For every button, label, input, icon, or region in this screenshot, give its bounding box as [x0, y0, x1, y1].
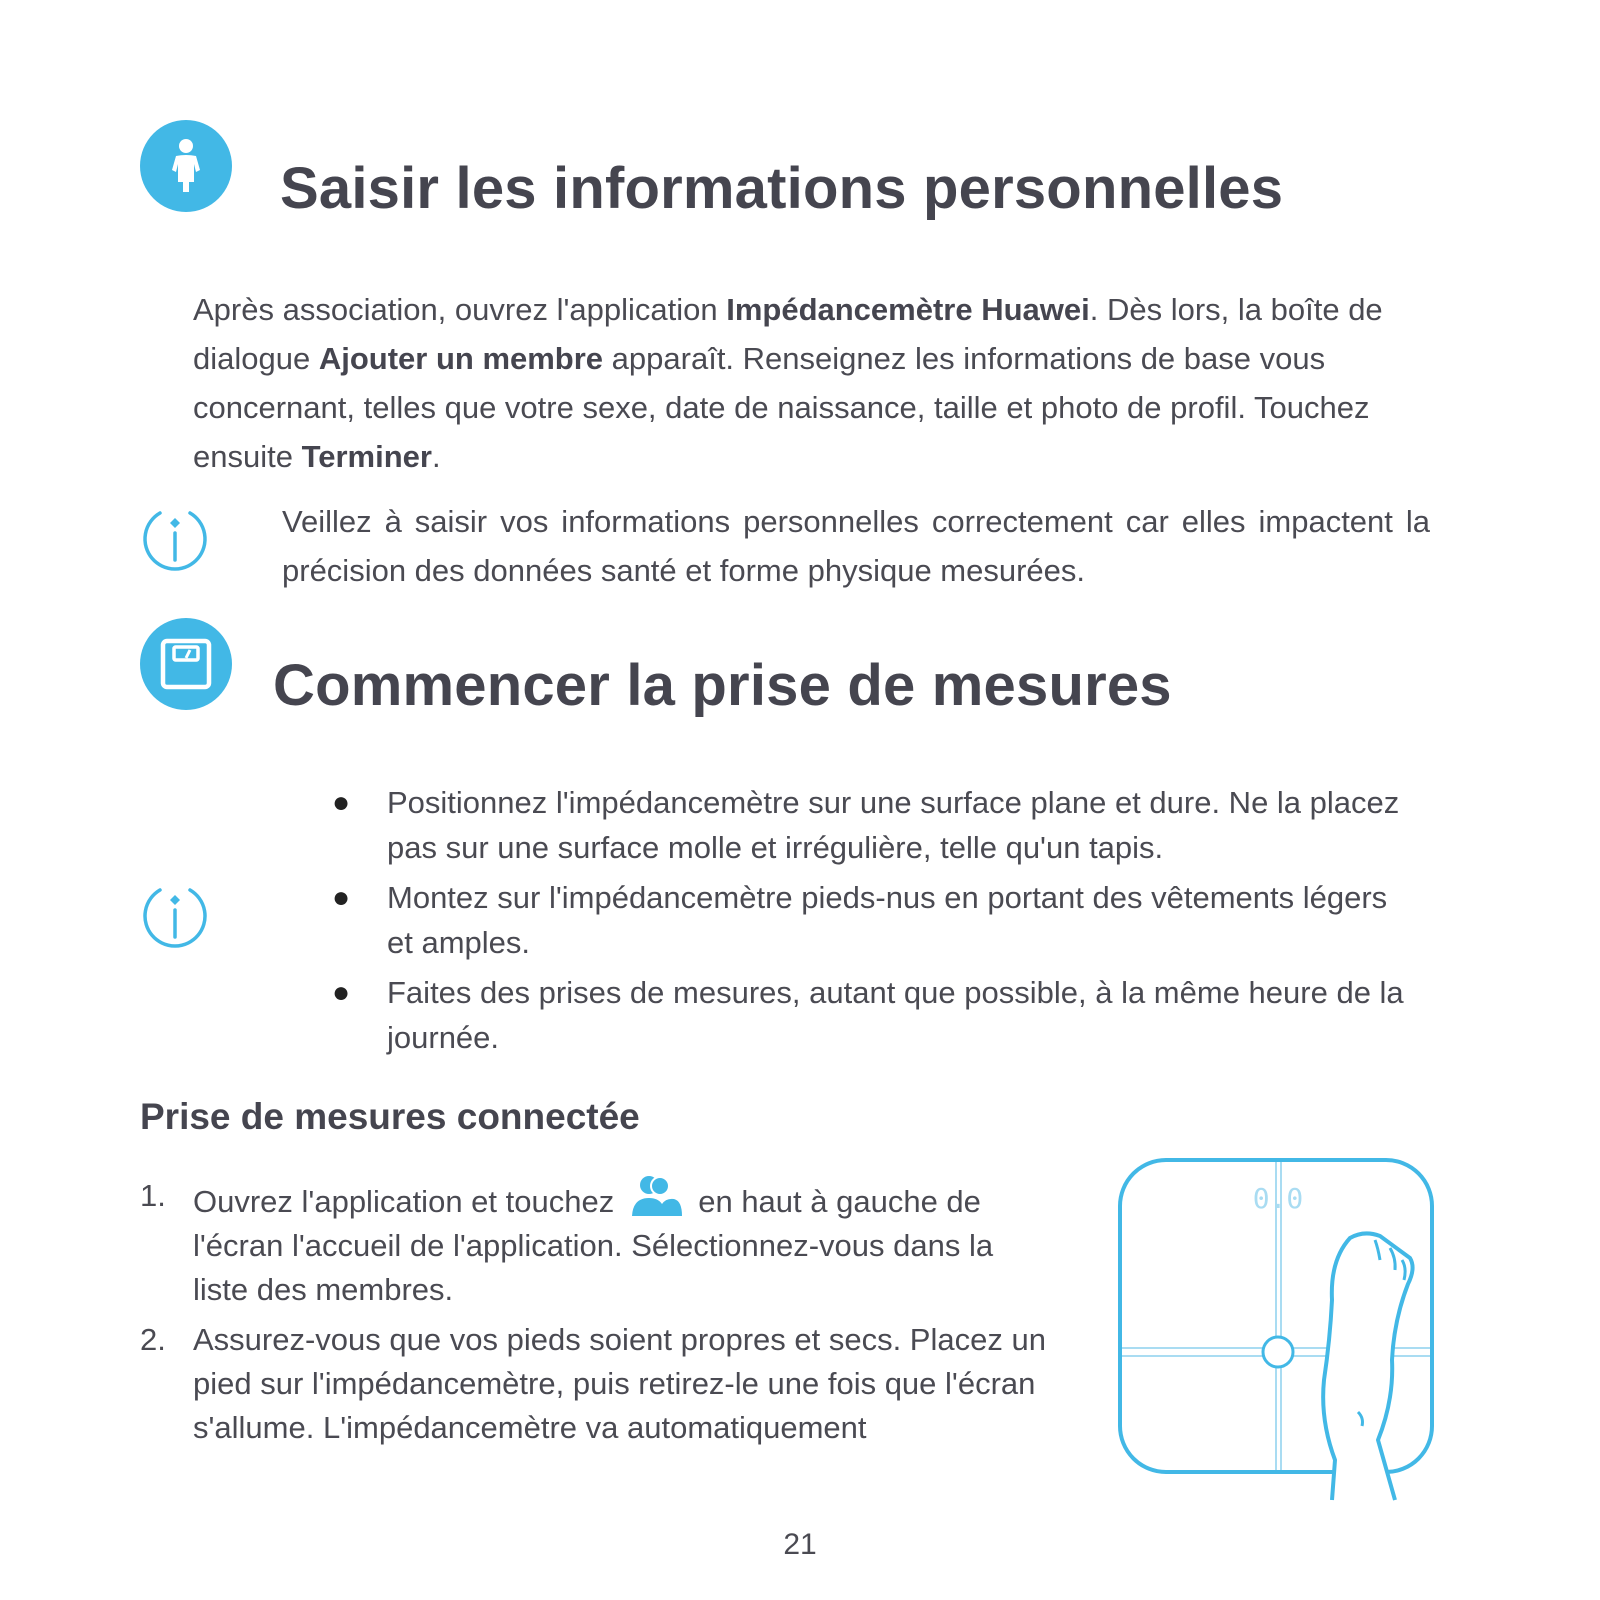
list-item: ● Faites des prises de mesures, autant que possible, à la même heure de la journée. [340, 970, 1420, 1060]
bullet-icon: ● [332, 881, 351, 914]
info-icon [140, 505, 210, 575]
page-number: 21 [783, 1528, 817, 1561]
list-item: ● Montez sur l'impédancemètre pieds-nus en portant des vêtements légers et amples. [340, 875, 1420, 965]
list-item: ● Positionnez l'impédancemètre sur une surface plane et dure. Ne la placez pas sur une surface molle et irrégulière, telle qu'un tapis. [340, 780, 1420, 870]
steps-list [140, 1174, 1055, 1456]
members-icon [628, 1174, 684, 1218]
section-title: Saisir les informations personnelles [280, 156, 1284, 221]
subsection-title: Prise de mesures connectée [140, 1096, 640, 1137]
bullet-icon: ● [332, 976, 351, 1009]
step-number: 1. [140, 1178, 166, 1213]
scale-icon [140, 618, 232, 710]
step-item: 2. Assurez-vous que vos pieds soient propres et secs. Placez un pied sur l'impédancemètre, puis retirez-le une fois que l'écran s'allume. L'impédancemètre va automatiquement [140, 1318, 1055, 1450]
step-item: 1. Ouvrez l'application et touchez en haut à gauche de l'écran l'accueil de l'application. Sélectionnez-vous dans la liste des membres. [140, 1174, 1055, 1312]
info-icon [140, 882, 210, 952]
note-text: Veillez à saisir vos informations personnelles correctement car elles impactent la précision des données santé et forme physique mesurées. [282, 504, 1430, 588]
section-title: Commencer la prise de mesures [273, 653, 1172, 718]
tips-list [332, 780, 1420, 1065]
bullet-icon: ● [332, 786, 351, 819]
scale-with-foot-illustration [1110, 1150, 1450, 1510]
step-number: 2. [140, 1322, 166, 1357]
person-icon [140, 120, 232, 212]
intro-paragraph: Après association, ouvrez l'application Impédancemètre Huawei. Dès lors, la boîte de dialogue Ajouter un membre apparaît. Renseignez les informations de base vous concernant, telles que votre sexe, date de naissance, taille et photo de profil. Touchez ensuite Terminer. [193, 292, 1383, 474]
scale-display: 0.0 [1252, 1182, 1304, 1215]
